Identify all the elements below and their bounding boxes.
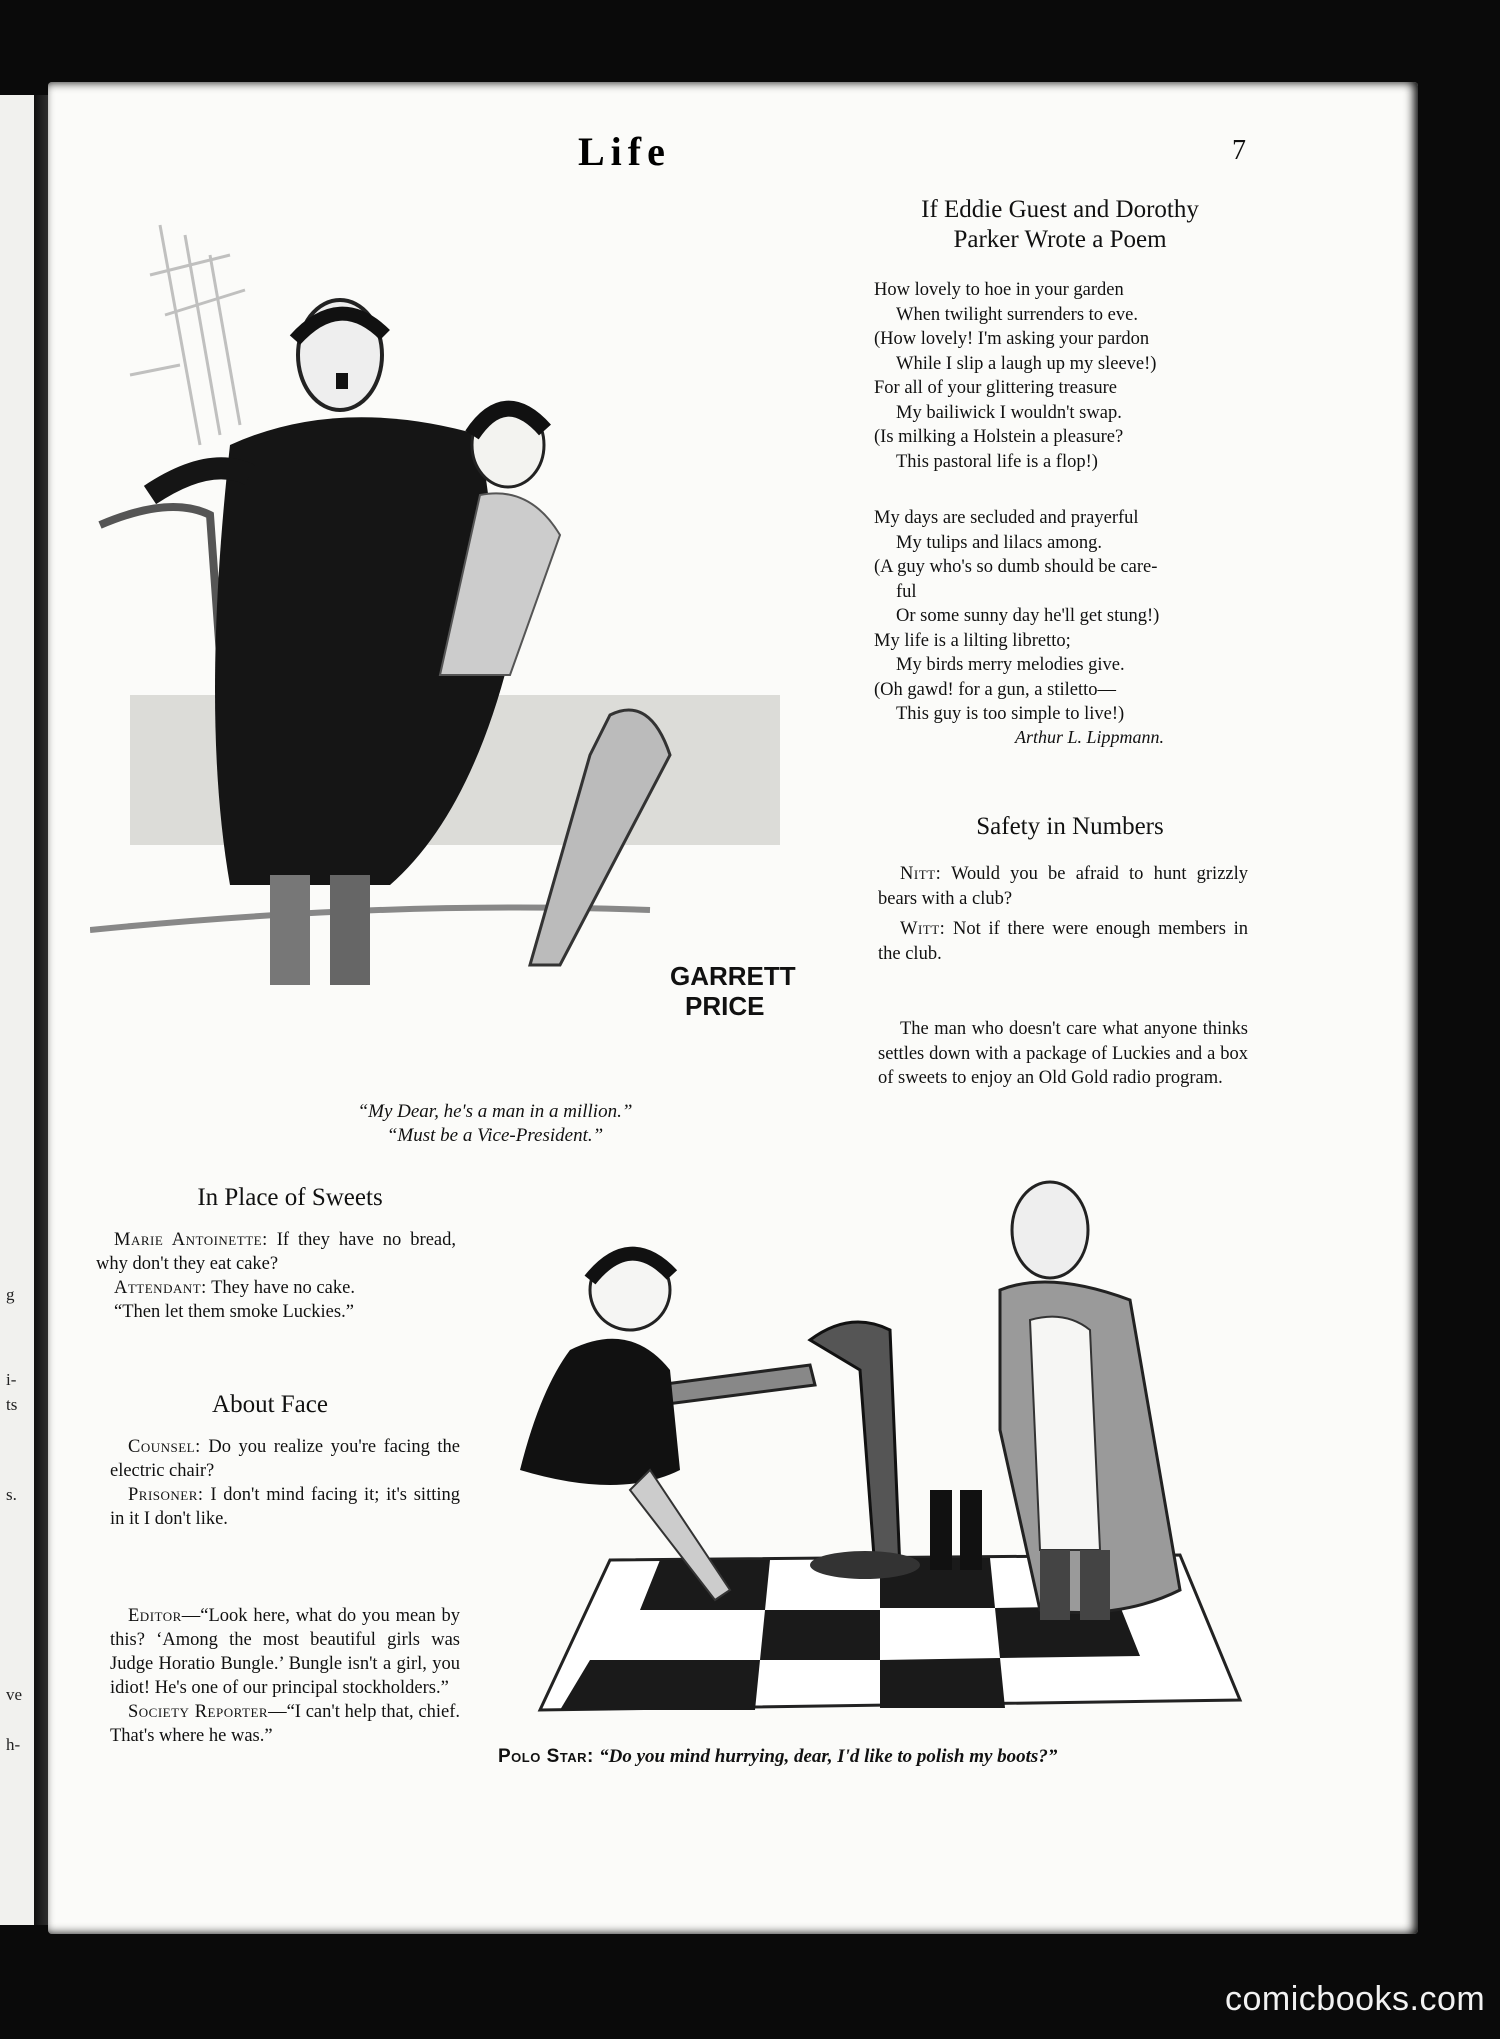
site-watermark: comicbooks.com: [1225, 1980, 1486, 2018]
artist-signature: GARRETT: [670, 961, 796, 991]
poem-title: [860, 195, 1260, 255]
poem-line: For all of your glittering treasure: [874, 378, 1118, 398]
cartoon-couple-illustration: [90, 195, 860, 1055]
speaker-name: Society Reporter: [128, 1702, 269, 1722]
cartoon-caption: [498, 1746, 1258, 1768]
caption-line: “My Dear, he's a man in a million.”: [357, 1101, 633, 1122]
poem-line: My days are secluded and prayerful: [874, 508, 1139, 528]
safety-dialogue: [878, 862, 1248, 972]
poem-line: When twilight surrenders to eve.: [896, 304, 1138, 325]
dialogue-text: They have no cake.: [211, 1278, 355, 1298]
poem-line: While I slip a laugh up my sleeve!): [896, 353, 1157, 374]
caption-speaker: Polo Star:: [498, 1746, 594, 1767]
dialogue-text: —“I can't help that, chief. That's where he was.”: [110, 1702, 460, 1746]
polishing-machine: [810, 1322, 900, 1570]
man-leg: [330, 875, 370, 985]
adjacent-page-fragment: s.: [6, 1485, 17, 1504]
caption-line: “Must be a Vice-President.”: [386, 1125, 604, 1146]
dialogue-text: If they have no bread, why don't they eat cake?: [96, 1230, 456, 1274]
sweets-title: In Place of Sweets: [197, 1184, 383, 1211]
adjacent-page-fragment: ve: [6, 1685, 23, 1704]
poem-line: My bailiwick I wouldn't swap.: [896, 402, 1122, 423]
speaker-name: Editor: [128, 1606, 182, 1626]
dialogue-line: [878, 862, 1248, 911]
poem-line: (How lovely! I'm asking your pardon: [874, 329, 1150, 349]
poem-line: (Oh gawd! for a gun, a stiletto—: [874, 679, 1116, 700]
dialogue-text: I don't mind facing it; it's sitting in it I don't like.: [110, 1485, 460, 1529]
poem-author: Arthur L. Lippmann.: [1015, 727, 1165, 747]
editor-dialogue: [110, 1604, 460, 1748]
face-dialogue: [110, 1435, 460, 1531]
adjacent-page-fragment: h-: [6, 1735, 21, 1754]
poem-line: (A guy who's so dumb should be care-: [874, 557, 1158, 577]
speaker-name: Prisoner:: [128, 1485, 204, 1505]
dialogue-line: [110, 1700, 460, 1748]
dialogue-line: [110, 1604, 460, 1700]
adjacent-page-fragment: g: [6, 1285, 15, 1304]
poem-line: How lovely to hoe in your garden: [874, 280, 1124, 300]
poem-line: This pastoral life is a flop!): [896, 451, 1098, 472]
dialogue-text: Not if there were enough members in the club.: [878, 919, 1249, 964]
man-head: [1012, 1182, 1088, 1278]
woman-dress: [520, 1339, 680, 1485]
machine-base: [810, 1551, 920, 1579]
luckies-paragraph: [878, 1017, 1248, 1097]
poem-line: My tulips and lilacs among.: [896, 532, 1103, 553]
masthead: Life: [578, 129, 671, 174]
poem-title-line: Parker Wrote a Poem: [953, 226, 1167, 253]
man-moustache: [336, 373, 348, 389]
poem-title-line: If Eddie Guest and Dorothy: [921, 196, 1199, 223]
dialogue-line: [110, 1483, 460, 1531]
boot: [930, 1490, 952, 1570]
cartoon-boot-polish-illustration: [480, 1170, 1260, 1740]
poem-line: (Is milking a Holstein a pleasure?: [874, 427, 1124, 447]
dialogue-line: “Then let them smoke Luckies.”: [114, 1302, 354, 1322]
poem-line: This guy is too simple to live!): [896, 704, 1125, 724]
page-number: 7: [1232, 135, 1246, 166]
dialogue-text: —“Look here, what do you mean by this? ‘Among the most beautiful girls was Judge Horatio Bungle.’ Bungle isn't a girl, you idiot! He's one of our principal stockholders.”: [110, 1606, 460, 1698]
poem-line: Or some sunny day he'll get stung!): [896, 606, 1160, 626]
man-leg: [1040, 1550, 1070, 1620]
dialogue-text: Do you realize you're facing the electric chair?: [110, 1437, 460, 1481]
adjacent-page-fragment: ts: [6, 1395, 18, 1414]
poem-line: My life is a lilting libretto;: [874, 630, 1071, 651]
caption-quote: “Do you mind hurrying, dear, I'd like to polish my boots?”: [599, 1746, 1058, 1767]
dialogue-line: [96, 1276, 456, 1300]
dialogue-line: [96, 1228, 456, 1276]
dialogue-text: Would you be afraid to hunt grizzly bears with a club?: [878, 864, 1249, 909]
cartoon-caption: [270, 1100, 720, 1148]
artist-signature: PRICE: [685, 991, 765, 1021]
speaker-name: Marie Antoinette:: [114, 1230, 268, 1250]
poem-line: My birds merry melodies give.: [896, 655, 1125, 675]
man-leg: [1080, 1550, 1110, 1620]
sweets-dialogue: [96, 1228, 456, 1324]
man-trousers: [1030, 1317, 1100, 1550]
speaker-name: Counsel:: [128, 1437, 201, 1457]
safety-title: Safety in Numbers: [976, 813, 1164, 840]
speaker-name: Attendant:: [114, 1278, 207, 1298]
poem-stanza: [874, 278, 1156, 474]
face-title: About Face: [212, 1391, 328, 1418]
speaker-name: Nitt:: [900, 864, 942, 884]
boot: [960, 1490, 982, 1570]
paragraph-text: The man who doesn't care what anyone thinks settles down with a package of Luckies and a box of sweets to enjoy an Old Gold radio program.: [878, 1019, 1248, 1088]
poem-line: ful: [896, 581, 917, 602]
adjacent-page-fragment: i-: [6, 1370, 17, 1389]
dialogue-line: [878, 917, 1248, 966]
dialogue-line: [110, 1435, 460, 1483]
man-leg: [270, 875, 310, 985]
background-hatching: [130, 225, 245, 445]
speaker-name: Witt:: [900, 919, 946, 939]
poem-stanza: [874, 506, 1159, 727]
